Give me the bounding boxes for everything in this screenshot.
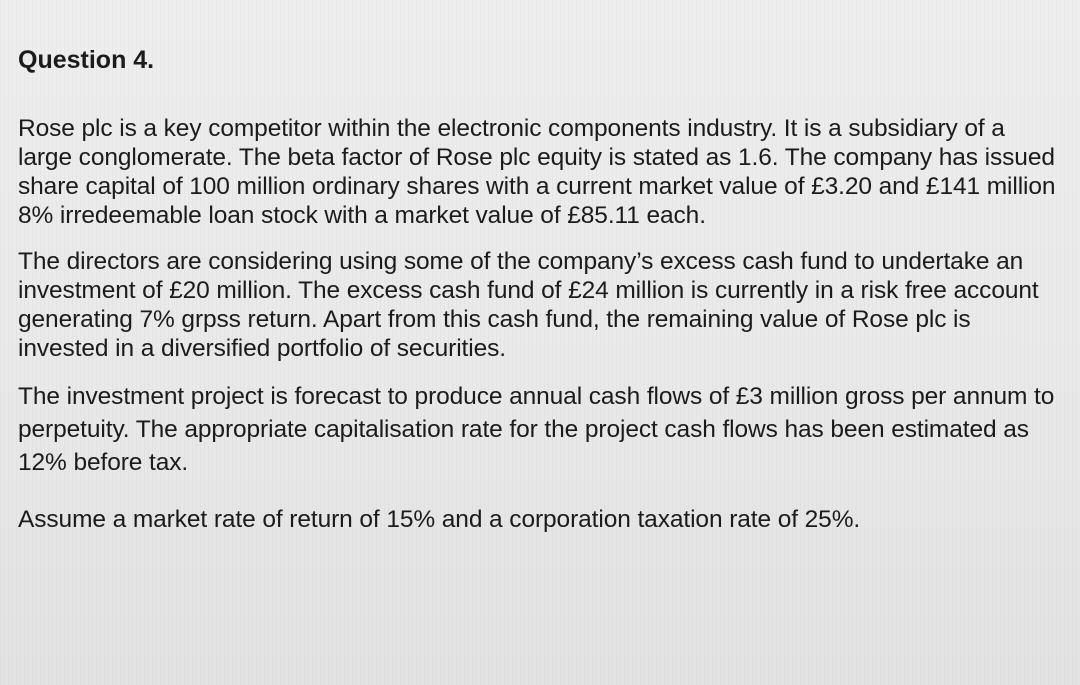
paragraph-company-background: Rose plc is a key competitor within the electronic components industry. It is a subsidiary of a large conglomerate. The beta factor of Rose plc equity is stated as 1.6. The company has issued share capital of 100 million ordinary shares with a current market value of £3.20 and £141 million 8% irredeemable loan stock with a market value of £85.11 each. [18, 115, 1056, 229]
paragraph-investment-proposal: The directors are considering using some of the company’s excess cash fund to undertake an investment of £20 million. The excess cash fund of £24 million is currently in a risk free account generating 7% grpss return. Apart from this cash fund, the remaining value of Rose plc is invested in a diversified portfolio of securities. [18, 248, 1039, 362]
paragraph-project-cash-flows: The investment project is forecast to produce annual cash flows of £3 million gross per annum to perpetuity. The appropriate capitalisation rate for the project cash flows has been estimated as 12% before tax. [18, 383, 1055, 476]
paragraph-assumptions: Assume a market rate of return of 15% and a corporation taxation rate of 25%. [18, 506, 861, 533]
question-heading: Question 4. [18, 46, 155, 74]
